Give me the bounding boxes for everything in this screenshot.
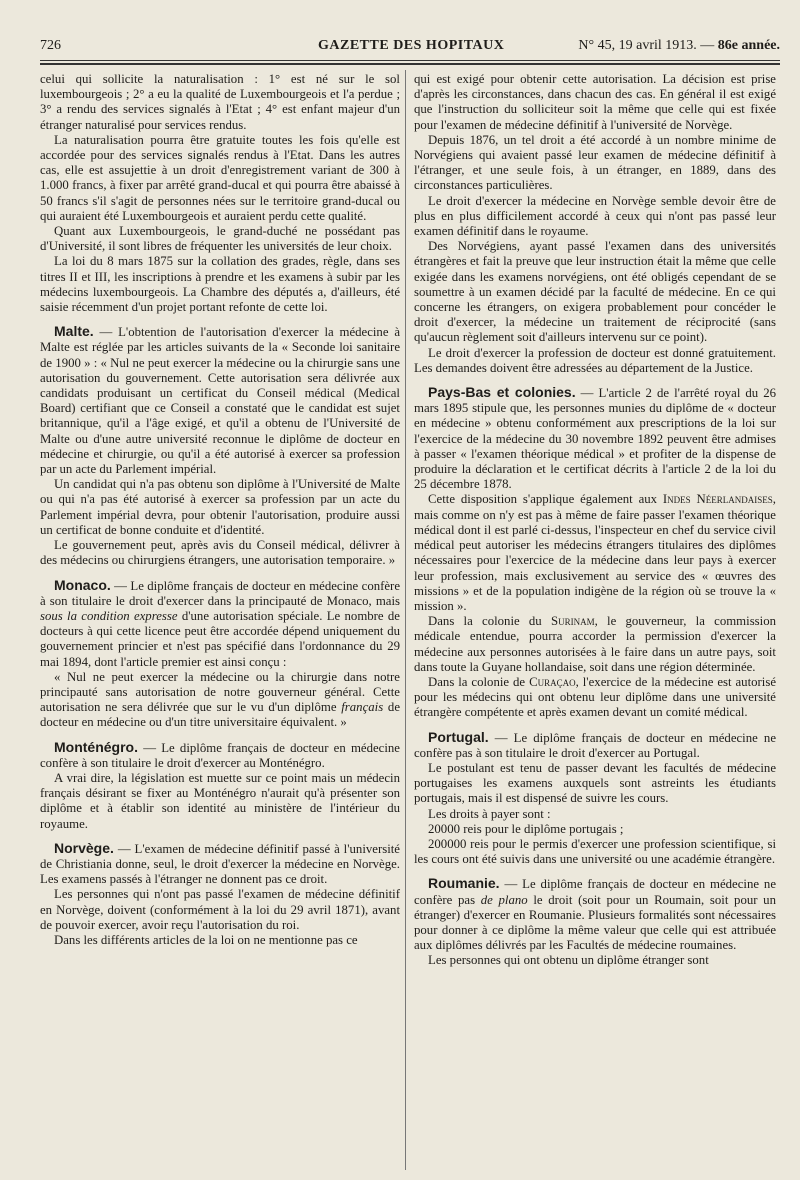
paragraph: [414, 614, 776, 675]
text-run: Dans la colonie du: [428, 614, 551, 629]
place-name: Surinam: [550, 614, 595, 629]
text-run: Dans la colonie de: [428, 674, 530, 689]
paragraph: Le gouvernement peut, après avis du Conseil médical, délivrer à des médecins ou chirurgiens étrangers, une autorisation temporaire. »: [40, 538, 400, 568]
column-divider: [405, 70, 406, 1170]
section-heading-norvege: Norvège.: [54, 839, 114, 856]
issue-year: 86e année.: [717, 38, 780, 53]
paragraph: Dans les différents articles de la loi on ne mentionne pas ce: [54, 932, 358, 947]
paragraph: Des Norvégiens, ayant passé l'examen dans des universités étrangères et fait la preuve que leur instruction était la même que celle exigée dans les examens norvégiens, ont été obligés cependant de se soumettre à un examen décidé par la faculté de médecine. En ce qui concerne les étrangers, on exigera probablement pour concéder le droit d'exercer, la médecine un traitement de réciprocité (sans qu'aucun règlement soit d'ailleurs intervenu sur ce point).: [414, 239, 776, 345]
section-norvege: [40, 841, 400, 888]
section-pays-bas: [414, 385, 776, 492]
text-run: , mais comme on n'y est pas à même de faire passer l'examen théorique médical dont il est parlé ci-dessus, l'inspecteur en chef du service civil médical peut autoriser les médecins étrangers titulaires des diplômes nécessaires pour l'exercice de la médecine dans leur pays à exercer leur profession, mais exclusivement au service des « œuvres des missions » et de la population indigène de la région où se trouve la « mission ».: [414, 492, 776, 613]
paragraph: La naturalisation pourra être gratuite toutes les fois qu'elle est accordée pour des services signalés rendus à l'Etat. Dans les autres cas, elle est assujettie à un droit d'enregistrement variant de 300 à 1.000 francs, à fixer par arrêté grand-ducal et qui pourra être abaissé à 50 francs s'il s'agit de personnes nées sur le territoire grand-ducal ou qui auraient été Luxembourgeois et auraient perdu cette qualité.: [40, 132, 400, 223]
text-run: , l'exercice de la médecine est autorisé pour les médecins qui ont obtenu leur diplôme dans une université étrangère compétente et après examen devant un comité médical.: [414, 674, 777, 720]
paragraph: 200000 reis pour le permis d'exercer une profession scientifique, si les cours ont été suivis dans une université ou une académie étrangère.: [414, 836, 776, 867]
paragraph: Les personnes qui ont obtenu un diplôme étranger sont: [428, 953, 709, 968]
issue-date: N° 45, 19 avril 1913. —: [578, 38, 715, 53]
paragraph: [40, 670, 400, 731]
journal-title: GAZETTE DES HOPITAUX: [318, 38, 505, 53]
paragraph: La loi du 8 mars 1875 sur la collation des grades, règle, dans ses titres II et III, les inscriptions à prendre et les examens à subir par les médecins luxembourgeois. La Chambre des députés a, d'ailleurs, été saisie récemment d'un projet portant refonte de cette loi.: [40, 254, 400, 315]
emphasis: sous la condition expresse: [40, 608, 178, 623]
section-text: — L'examen de médecine définitif passé à l'université de Christiania donne, seul, le droit d'exercer la médecine en Norvège. Les examens passés à l'étranger ne donnent pas ce droit.: [40, 841, 400, 887]
text-run: , le gouverneur, la commission médicale entendue, pourra accorder la permission d'exercer la médecine aux personnes autorisées à le faire dans un autre pays, soit dans toute la Guyane hollandaise, soit dans une région déterminée.: [414, 614, 777, 674]
section-text: — Le diplôme français de docteur en médecine ne confère pas à son titulaire le droit d'exercer au Portugal.: [414, 730, 776, 760]
issue-info: [578, 38, 780, 54]
paragraph: Depuis 1876, un tel droit a été accordé à un nombre minime de Norvégiens qui avaient passé leur examen de médecine définitif à l'étranger, et une seule fois, à un étranger, en 1889, dans des circonstances particulières.: [414, 132, 776, 193]
paragraph: Les personnes qui n'ont pas passé l'examen de médecine définitif en Norvège, doivent (conformément à la loi du 29 avril 1871), avant de pouvoir exercer, avoir reçu l'autorisation du roi.: [40, 887, 400, 932]
paragraph: Le droit d'exercer la médecine en Norvège semble devoir être de plus en plus difficilement accordé à ceux qui n'ont pas passé leur examen définitif dans le royaume.: [414, 193, 776, 239]
section-text: — Le diplôme français de docteur en médecine ne confère pas: [414, 877, 776, 907]
paragraph: [414, 492, 776, 614]
section-heading-montenegro: Monténégro.: [54, 738, 138, 755]
paragraph: qui est exigé pour obtenir cette autorisation. La décision est prise d'après les circonstances, dans chacun des cas. En général il est exigé que l'instruction du solliciteur soit la même que celle qui est fixée pour l'examen de médecine définitif à l'université de Norvège.: [414, 72, 776, 132]
emphasis: de plano: [480, 892, 528, 907]
paragraph: Quant aux Luxembourgeois, le grand-duché ne possédant pas d'Université, il sont libres de fréquenter les universités de leur choix.: [40, 224, 400, 254]
quote-text: « Nul ne peut exercer la médecine ou la chirurgie dans notre principauté sans autorisation de notre gouverneur général. Cette autorisation ne sera délivrée que sur le vu d'un diplôme: [40, 669, 400, 715]
paragraph: Les droits à payer sont :: [428, 806, 551, 821]
paragraph: 20000 reis pour le diplôme portugais ;: [428, 821, 624, 836]
section-heading-portugal: Portugal.: [428, 728, 489, 745]
section-malte: [40, 324, 400, 477]
section-roumanie: [414, 876, 776, 953]
section-heading-monaco: Monaco.: [54, 576, 111, 593]
paragraph: Le droit d'exercer la profession de docteur est donné gratuitement. Les demandes doivent être adressées au département de la Justice.: [414, 345, 776, 375]
section-portugal: [414, 730, 776, 761]
header-rule-thin: [40, 60, 780, 61]
section-heading-malte: Malte.: [54, 323, 94, 340]
paragraph: Le postulant est tenu de passer devant les facultés de médecine portugaises les examens auxquels sont astreints les étudiants portugais, mais il est dispensé de suivre les cours.: [414, 760, 776, 806]
emphasis: français: [341, 700, 384, 715]
page-header: [40, 38, 780, 62]
place-name: Indes Néerlandaises: [662, 492, 773, 507]
paragraph: celui qui sollicite la naturalisation : 1° est né sur le sol luxembourgeois ; 2° a eu la qualité de Luxembourgeois et l'a perdue ; 3° a rendu des services signalés à l'Etat ; 4° est enfant majeur d'un étranger naturalisé pour services rendus.: [40, 72, 400, 132]
left-column: [40, 72, 400, 948]
header-rule-thick: [40, 63, 780, 65]
paragraph: A vrai dire, la législation est muette sur ce point mais un médecin français désirant se fixer au Monténégro n'aurait qu'à présenter son diplôme et à établir son identité au ministère de l'intérieur du royaume.: [40, 770, 400, 831]
text-run: Cette disposition s'applique également aux: [428, 492, 663, 507]
page-number: 726: [40, 38, 61, 53]
section-heading-pays-bas: Pays-Bas et colonies.: [428, 384, 576, 401]
section-text: — Le diplôme français de docteur en médecine confère à son titulaire le droit d'exercer dans la principauté de Monaco, mais: [40, 578, 400, 608]
section-text: — L'obtention de l'autorisation d'exercer la médecine à Malte est réglée par les articles suivants de la « Seconde loi sanitaire de 1900 » : « Nul ne peut exercer la médecine ou la chirurgie sans une autorisation du gouvernement. Cette autorisation sera délivrée aux candidats produisant un certificat du Conseil médical (Medical Board) certifiant que ce Conseil a constaté que le candidat est sujet britannique, qu'il a l'âge exigé, et qu'il a obtenu de l'Université de Malte ou d'une autre université reconnue le diplôme de docteur en médecine et chirurgie, ou qu'il a été autorisé à exercer sa profession par un acte du Parlement impérial.: [40, 325, 400, 477]
section-montenegro: [40, 740, 400, 771]
paragraph: [414, 675, 776, 721]
section-text: — L'article 2 de l'arrêté royal du 26 mars 1895 stipule que, les personnes munies du diplôme de « docteur en médecine » obtenu conformément aux prescriptions de la loi sur l'exercice de la médecine du 30 novembre 1892 peuvent être admises à passer « l'examen théorique médical » et profiter de la dispense de produire la déclaration et le certificat décrits à l'article 2 de la loi du 25 décembre 1878.: [414, 386, 777, 492]
section-monaco: [40, 578, 400, 670]
section-text: d'une autorisation spéciale. Le nombre de docteurs à qui cette licence peut être accordée dépend uniquement du gouvernement princier et n'est pas spécifié dans l'ordonnance du 29 mai 1894, dont l'article premier est ainsi conçu :: [40, 608, 400, 669]
section-text: le droit (soit pour un Roumain, soit pour un étranger) d'exercer en Roumanie. Plusieurs formalités sont nécessaires pour donner à ce diplôme la même valeur que celle qui est attribuée aux diplômes délivrés par les Facultés de médecine roumaines.: [414, 892, 776, 953]
section-text: — Le diplôme français de docteur en médecine confère à son titulaire le droit d'exercer au Monténégro.: [40, 740, 400, 770]
quote-text: de docteur en médecine ou d'un titre universitaire équivalent. »: [40, 700, 400, 730]
right-column: [414, 72, 776, 969]
paragraph: Un candidat qui n'a pas obtenu son diplôme à l'Université de Malte ou qui n'a pas été autorisé à exercer sa profession par un acte du Parlement impérial devra, pour obtenir l'autorisation, produire aussi un certificat de bonne conduite et d'identité.: [40, 477, 400, 537]
place-name: Curaçao: [529, 674, 576, 689]
section-heading-roumanie: Roumanie.: [428, 875, 500, 892]
